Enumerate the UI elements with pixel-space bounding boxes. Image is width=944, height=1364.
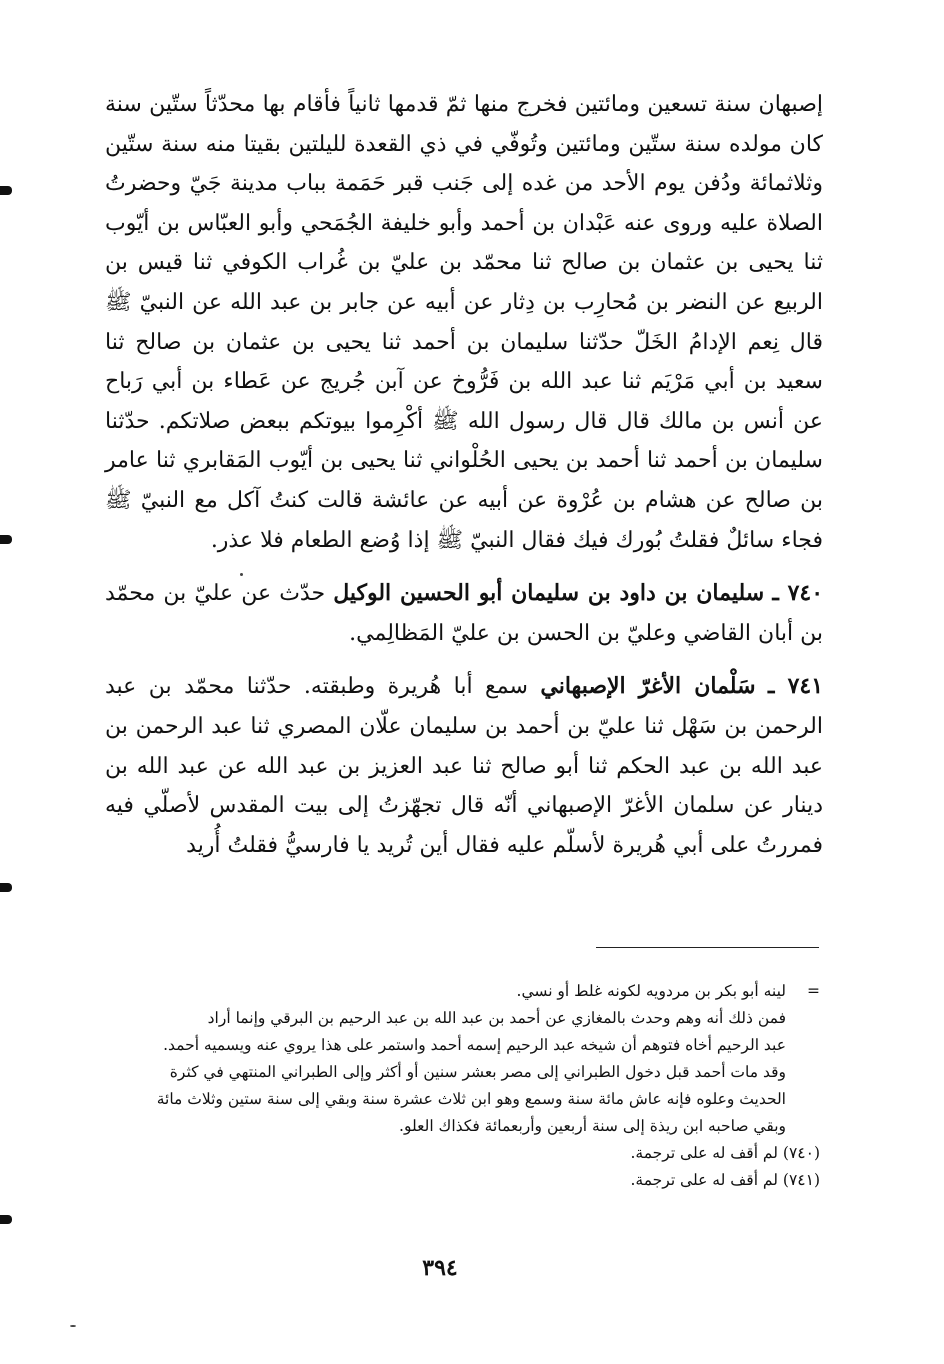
- main-text: [105, 85, 823, 865]
- entry-740-name: سليمان بن داود بن سليمان أبو الحسين الوكيل: [333, 580, 765, 607]
- binding-mark: [0, 883, 12, 892]
- footnotes: [90, 978, 820, 1194]
- footnote-line: الحديث وعلوه فإنه عاش مائة سنة وسمع وهو ابن ثلاث عشرة سنة وبقي إلى سنة ستين وثلاث مائة: [156, 1090, 786, 1108]
- footnote-line: فمن ذلك أنه وهم وحدث بالمغازي عن أحمد بن عبد الله بن عبد الرحيم بن البرقي وإنما أراد: [207, 1009, 786, 1027]
- opening-paragraph: إصبهان سنة تسعين ومائتين فخرج منها ثمّ قدمها ثانياً فأقام بها محدّثاً ستّين سنة كان مولده سنة ستّين ومائتين وتُوفّي في ذي القعدة لليلتين بقيتا منه سنة ستّين وثلاثمائة ودُفن يوم الأحد من غده إلى جَنب قبر حَمَمة بباب مدينة جَيّ وحضرتُ الصلاة عليه وروى عنه عَبْدان بن أحمد وأبو خليفة الجُمَحي وأبو العبّاس بن أيّوب ثنا يحيى بن عثمان بن صالح ثنا محمّد بن عليّ بن غُراب الكوفي ثنا قيس بن الربيع عن النضر بن مُحارِب بن دِثار عن أبيه عن جابر بن عبد الله عن النبيّ ﷺ قال نِعم الإدامُ الخَلّ حدّثنا سليمان بن أحمد ثنا يحيى بن عثمان بن صالح ثنا سعيد بن أبي مَرْيَم ثنا عبد الله بن فَرُّوخ عن آبن جُريج عن عَطاء بن أبي رَباح عن أنس بن مالك قال قال رسول الله ﷺ أكْرِموا بيوتكم ببعض صلاتكم. حدّثنا سليمان بن أحمد ثنا أحمد بن يحيى الحُلْواني ثنا يحيى بن أيّوب المَقابري ثنا عامر بن صالح عن هشام بن عُرْوة عن أبيه عن عائشة قالت كنتُ آكل مع النبيّ ﷺ فجاء سائلٌ فقلتُ بُورك فيك فقال النبيّ ﷺ إذا وُضع الطعام فلا عذر.: [105, 92, 823, 553]
- page-number: ٣٩٤: [422, 1255, 458, 1281]
- footnote-divider: [596, 947, 819, 948]
- entry-741-name: سَلْمان الأغرّ الإصبهاني: [540, 673, 756, 700]
- footnote-line: وقد مات أحمد قبل دخول الطبراني إلى مصر بعشر سنين أو أكثر وإلى الطبراني المنتهي في كثرة: [169, 1063, 786, 1081]
- entry-741-text: سمع أبا هُريرة وطبقته. حدّثنا محمّد بن عبد الرحمن بن سَهْل ثنا عليّ بن أحمد بن سليمان علّان المصري ثنا عبد الرحمن بن عبد الله بن عبد الحكم ثنا أبو صالح ثنا عبد العزيز بن عبد الله عن عبد الله بن دينار عن سلمان الأغرّ الإصبهاني أنّه قال تجهّزتُ إلى بيت المقدس لأصلّي فيه فمررتُ على أبي هُريرة لأسلّم عليه فقال أين تُريد يا فارسيُّ فقلتُ أُريد: [105, 674, 823, 858]
- entry-740-text: حدّث عن عليّ بن محمّد بن أبان القاضي وعليّ بن الحسن بن عليّ المَظالِمي.: [105, 581, 823, 646]
- binding-mark: [0, 535, 12, 544]
- footnote-line: عبد الرحيم أخاه فتوهم أن شيخه عبد الرحيم إسمه أحمد واستمر على هذا يروي عنه ويسميه أحمد.: [163, 1036, 786, 1054]
- footnote-740: (٧٤٠) لم أقف له على ترجمة.: [630, 1144, 820, 1162]
- binding-mark: [0, 186, 12, 195]
- footnote-line: وبقي صاحبه ابن ريذة إلى سنة أربعين وأربعمائة فكذاك العلو.: [399, 1117, 786, 1135]
- footnote-741: (٧٤١) لم أقف له على ترجمة.: [630, 1171, 820, 1189]
- footnote-continuation-mark: =: [807, 982, 820, 1000]
- entry-740: [105, 574, 823, 653]
- binding-mark: [0, 1215, 12, 1224]
- entry-741: [105, 667, 823, 865]
- footnote-line: =لينه أبو بكر بن مردويه لكونه غلط أو نسي.: [90, 978, 820, 1005]
- entry-740-number: ٧٤٠ ـ: [772, 580, 824, 607]
- entry-741-number: ٧٤١ ـ: [768, 673, 824, 700]
- scan-speck: [70, 1325, 76, 1327]
- scan-speck: [240, 573, 243, 576]
